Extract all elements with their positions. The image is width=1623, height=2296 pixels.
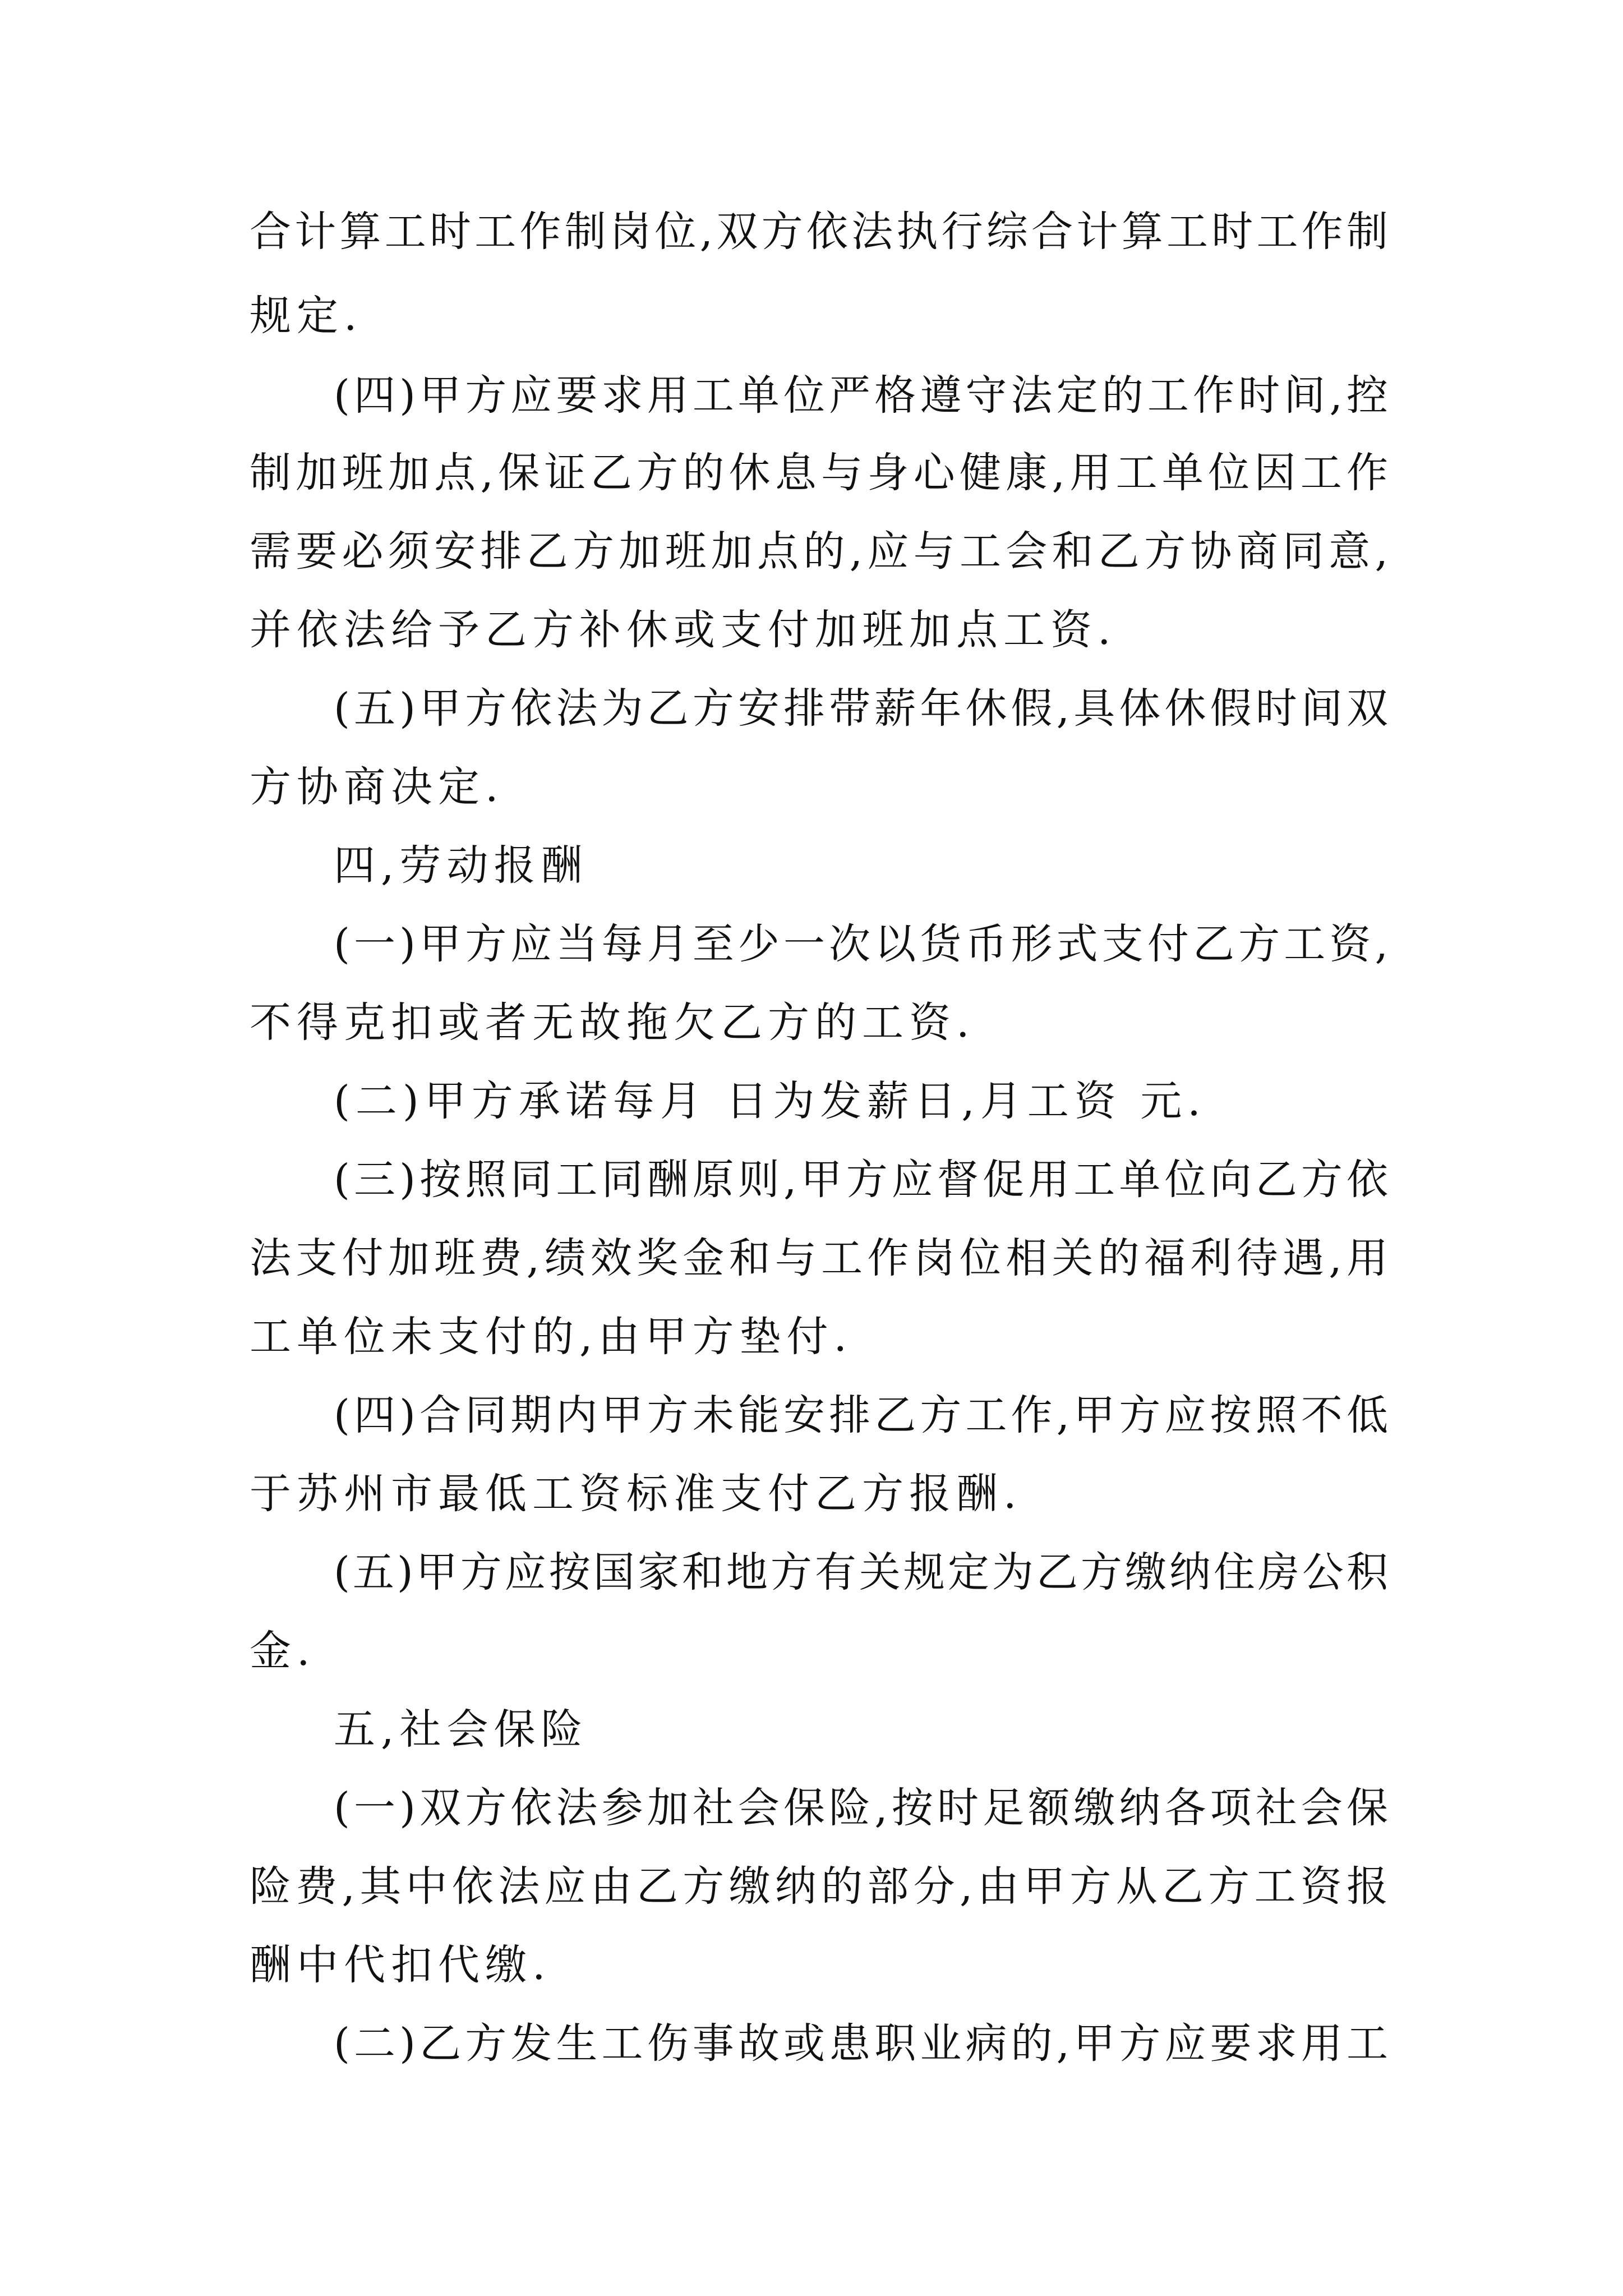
section-heading: 四,劳动报酬 — [334, 841, 588, 890]
text-line: 制加班加点,保证乙方的休息与身心健康,用工单位因工作 — [250, 449, 1388, 497]
text-line: (四)甲方应要求用工单位严格遵守法定的工作时间,控 — [334, 371, 1388, 420]
text-line: (五)甲方应按国家和地方有关规定为乙方缴纳住房公积 — [334, 1548, 1388, 1596]
text-line: 金. — [250, 1627, 316, 1675]
section-heading: 五,社会保险 — [334, 1705, 588, 1754]
text-line: 于苏州市最低工资标准支付乙方报酬. — [250, 1470, 1022, 1518]
text-line: (五)甲方依法为乙方安排带薪年休假,具体休假时间双 — [334, 684, 1388, 733]
text-line: 方协商决定. — [250, 763, 504, 811]
text-line: 需要必须安排乙方加班加点的,应与工会和乙方协商同意, — [250, 527, 1388, 576]
text-line: (四)合同期内甲方未能安排乙方工作,甲方应按照不低 — [334, 1391, 1388, 1439]
text-line: (一)甲方应当每月至少一次以货币形式支付乙方工资, — [334, 920, 1388, 968]
text-line: 工单位未支付的,由甲方垫付. — [250, 1313, 853, 1361]
text-line: (一)双方依法参加社会保险,按时足额缴纳各项社会保 — [334, 1784, 1388, 1832]
text-line: 不得克扣或者无故拖欠乙方的工资. — [250, 999, 975, 1047]
text-line: 法支付加班费,绩效奖金和与工作岗位相关的福利待遇,用 — [250, 1234, 1388, 1282]
text-line: 酬中代扣代缴. — [250, 1941, 551, 1989]
text-line: (二)乙方发生工伤事故或患职业病的,甲方应要求用工 — [334, 2019, 1388, 2068]
text-line: 规定. — [250, 292, 363, 340]
text-line: (二)甲方承诺每月 日为发薪日,月工资 元. — [334, 1077, 1206, 1125]
text-line: 险费,其中依法应由乙方缴纳的部分,由甲方从乙方工资报 — [250, 1862, 1388, 1911]
text-line: (三)按照同工同酬原则,甲方应督促用工单位向乙方依 — [334, 1156, 1388, 1204]
text-line: 并依法给予乙方补休或支付加班加点工资. — [250, 606, 1117, 654]
text-line: 合计算工时工作制岗位,双方依法执行综合计算工时工作制 — [250, 208, 1388, 256]
